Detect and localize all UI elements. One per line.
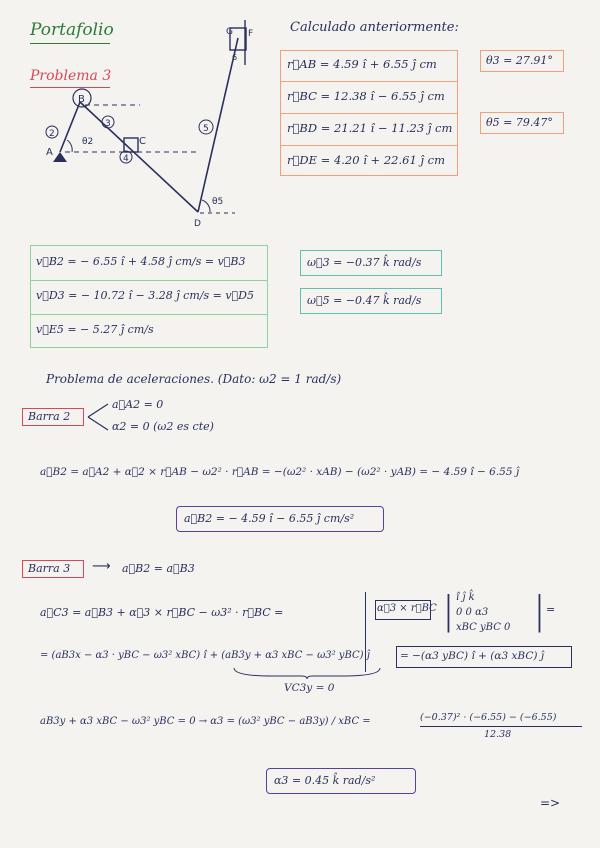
barra3-line1: a⃗B2 = a⃗B3 [122, 562, 195, 575]
result-ab2: a⃗B2 = − 4.59 î − 6.55 ĵ cm/s² [184, 512, 355, 525]
problem-heading: Problema 3 [30, 68, 112, 84]
numeric-numerator: (−0.37)² · (−6.55) − (−6.55) [420, 712, 557, 723]
label-F: F [248, 29, 254, 39]
label-G: G [226, 27, 233, 37]
numeric-denominator: 12.38 [484, 729, 512, 740]
barra2-label: Barra 2 [28, 410, 71, 423]
label-link-5: 5 [203, 124, 209, 134]
velocity-vd3: v⃗D3 = − 10.72 î − 3.28 ĵ cm/s = v⃗D5 [36, 289, 254, 302]
omega3-value: ω⃗3 = −0.37 k̂ rad/s [307, 256, 422, 269]
equation-ac3: a⃗C3 = a⃗B3 + α⃗3 × r⃗BC − ω3² · r⃗BC = [40, 606, 284, 619]
det-equals: = [546, 603, 556, 616]
barra2-brace [86, 400, 112, 434]
label-theta2: θ2 [82, 137, 94, 147]
cross-label: α⃗3 × r⃗BC [377, 603, 437, 614]
label-C: C [139, 136, 146, 147]
omega5-value: ω⃗5 = −0.47 k̂ rad/s [307, 294, 422, 307]
equation-ab2: a⃗B2 = a⃗A2 + α⃗2 × r⃗AB − ω2² · r⃗AB = −(ω2² · xAB) − (ω2² · yAB) = − 4.59 î − 6.55 ĵ [40, 466, 520, 478]
barra3-arrow: ⟶ [92, 559, 111, 574]
calc-heading: Calculado anteriormente: [290, 20, 459, 35]
velocity-vb2: v⃗B2 = − 6.55 î + 4.58 ĵ cm/s = v⃗B3 [36, 255, 246, 268]
result-alpha3: α3 = 0.45 k̂ rad/s² [274, 774, 376, 787]
vc3y-label: VC3y = 0 [284, 682, 335, 694]
fraction-bar [420, 726, 582, 727]
barra2-line1: a⃗A2 = 0 [112, 398, 164, 411]
page-title: Portafolio [30, 20, 114, 40]
theta3-value: θ3 = 27.91° [486, 54, 553, 67]
accel-heading: Problema de aceleraciones. (Dato: ω2 = 1 rad/s) [46, 372, 342, 386]
det-right-bar: | [533, 588, 546, 632]
det-row-3: xBC yBC 0 [456, 622, 511, 633]
label-D: D [194, 219, 201, 229]
velocity-ve5: v⃗E5 = − 5.27 ĵ cm/s [36, 323, 154, 336]
label-link-4: 4 [123, 154, 129, 164]
vector-rbc: r⃗BC = 12.38 î − 6.55 ĵ cm [287, 89, 445, 103]
det-row-2: 0 0 α3 [456, 607, 489, 618]
label-link-3: 3 [105, 119, 111, 129]
vector-rab: r⃗AB = 4.59 î + 6.55 ĵ cm [287, 57, 437, 71]
cross-result: = −(α3 yBC) î + (α3 xBC) ĵ [400, 650, 545, 662]
equation-expand: = (aB3x − α3 · yBC − ω3² xBC) î + (aB3y + α3 xBC − ω3² yBC) ĵ [40, 650, 370, 661]
continue-mark: => [540, 796, 561, 810]
label-B: B [78, 94, 85, 105]
det-row-1: î ĵ k̂ [456, 592, 475, 603]
label-link-6: 6 [232, 53, 238, 62]
underbrace-j [232, 666, 382, 680]
barra2-line2: α2 = 0 (ω2 es cte) [112, 420, 214, 433]
mechanism-diagram [40, 20, 270, 235]
vector-rbd: r⃗BD = 21.21 î − 11.23 ĵ cm [287, 121, 453, 135]
label-theta5: θ5 [212, 197, 224, 207]
label-link-2: 2 [49, 129, 55, 139]
vector-rde: r⃗DE = 4.20 î + 22.61 ĵ cm [287, 153, 445, 167]
equation-alpha3: aB3y + α3 xBC − ω3² yBC = 0 → α3 = (ω3² yBC − aB3y) / xBC = [40, 716, 371, 727]
det-left-bar: | [442, 588, 455, 632]
theta5-value: θ5 = 79.47° [486, 116, 553, 129]
barra3-label: Barra 3 [28, 562, 71, 575]
label-A: A [46, 147, 53, 158]
